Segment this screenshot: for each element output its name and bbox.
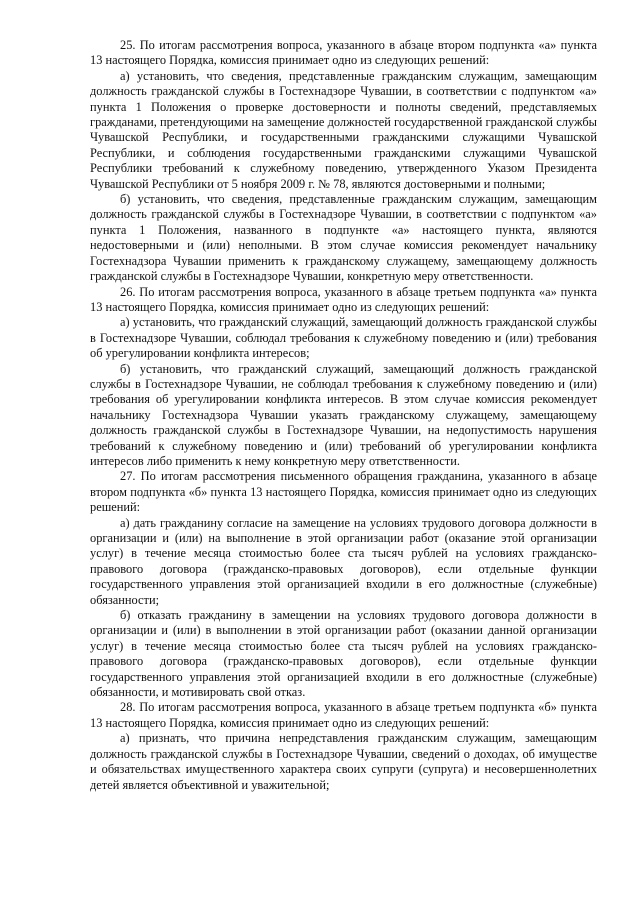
- paragraph-28: 28. По итогам рассмотрения вопроса, указанного в абзаце третьем подпункта «б» пункта 13 настоящего Порядка, комиссия принимает одно из следующих решений:: [90, 700, 597, 730]
- paragraph-28-a: а) признать, что причина непредставления гражданским служащим, замещающим должность гражданской службы в Гостехнадзоре Чувашии, сведений о доходах, об имуществе и обязательствах имущественного характера своих супруги (супруга) и несовершеннолетних детей является объективной и уважительной;: [90, 731, 597, 792]
- paragraph-26: 26. По итогам рассмотрения вопроса, указанного в абзаце третьем подпункта «а» пункта 13 настоящего Порядка, комиссия принимает одно из следующих решений:: [90, 284, 597, 314]
- paragraph-27: 27. По итогам рассмотрения письменного обращения гражданина, указанного в абзаце втором подпункта «б» пункта 13 настоящего Порядка, комиссия принимает одно из следующих решений:: [90, 469, 597, 515]
- paragraph-26-b: б) установить, что гражданский служащий, замещающий должность гражданской службы в Гостехнадзоре Чувашии, не соблюдал требования к служебному поведению и (или) требования об урегулировании конфликта интересов. В этом случае комиссия рекомендует начальнику Гостехнадзора Чувашии указать гражданскому служащему, замещающему должность гражданской службы в Гостехнадзоре Чувашии, на недопустимость нарушения требований к служебному поведению и (или) требований об урегулировании конфликта интересов либо применить к нему конкретную меру ответственности.: [90, 361, 597, 468]
- paragraph-25: 25. По итогам рассмотрения вопроса, указанного в абзаце втором подпункта «а» пункта 13 настоящего Порядка, комиссия принимает одно из следующих решений:: [90, 38, 597, 68]
- paragraph-25-a: а) установить, что сведения, представленные гражданским служащим, замещающим должность гражданской службы в Гостехнадзоре Чувашии, в соответствии с подпунктом «а» пункта 1 Положения о проверке достоверности и полноты сведений, представляемых гражданами, претендующими на замещение должностей государственной гражданской службы Чувашской Республики, и государственными гражданскими служащими Чувашской Республики, и соблюдения государственными гражданскими служащими Чувашской Республики требований к служебному поведению, утвержденного Указом Президента Чувашской Республики от 5 ноября 2009 г. № 78, являются достоверными и полными;: [90, 68, 597, 191]
- paragraph-27-b: б) отказать гражданину в замещении на условиях трудового договора должности в организации и (или) в выполнении в этой организации работ (оказании данной организации услуг) в течение месяца стоимостью более ста тысяч рублей на условиях гражданско-правового договора (гражданско-правовых договоров), если отдельные функции государственного управления этой организацией входили в его должностные (служебные) обязанности, и мотивировать свой отказ.: [90, 608, 597, 700]
- paragraph-25-b: б) установить, что сведения, представленные гражданским служащим, замещающим должность гражданской службы в Гостехнадзоре Чувашии, в соответствии с подпунктом «а» пункта 1 Положения, названного в подпункте «а» настоящего пункта, являются недостоверными и (или) неполными. В этом случае комиссия рекомендует начальнику Гостехнадзора Чувашии применить к гражданскому служащему, замещающему должность гражданской службы в Гостехнадзоре Чувашии, конкретную меру ответственности.: [90, 192, 597, 284]
- document-page: [90, 38, 597, 793]
- paragraph-26-a: а) установить, что гражданский служащий, замещающий должность гражданской службы в Гостехнадзоре Чувашии, соблюдал требования к служебному поведению и (или) требования об урегулировании конфликта интересов;: [90, 315, 597, 361]
- paragraph-27-a: а) дать гражданину согласие на замещение на условиях трудового договора должности в организации и (или) на выполнение в этой организации работ (оказание этой организации услуг) в течение месяца стоимостью более ста тысяч рублей на условиях гражданско-правового договора (гражданско-правовых договоров), если отдельные функции государственного управления этой организацией входили в его должностные (служебные) обязанности;: [90, 515, 597, 607]
